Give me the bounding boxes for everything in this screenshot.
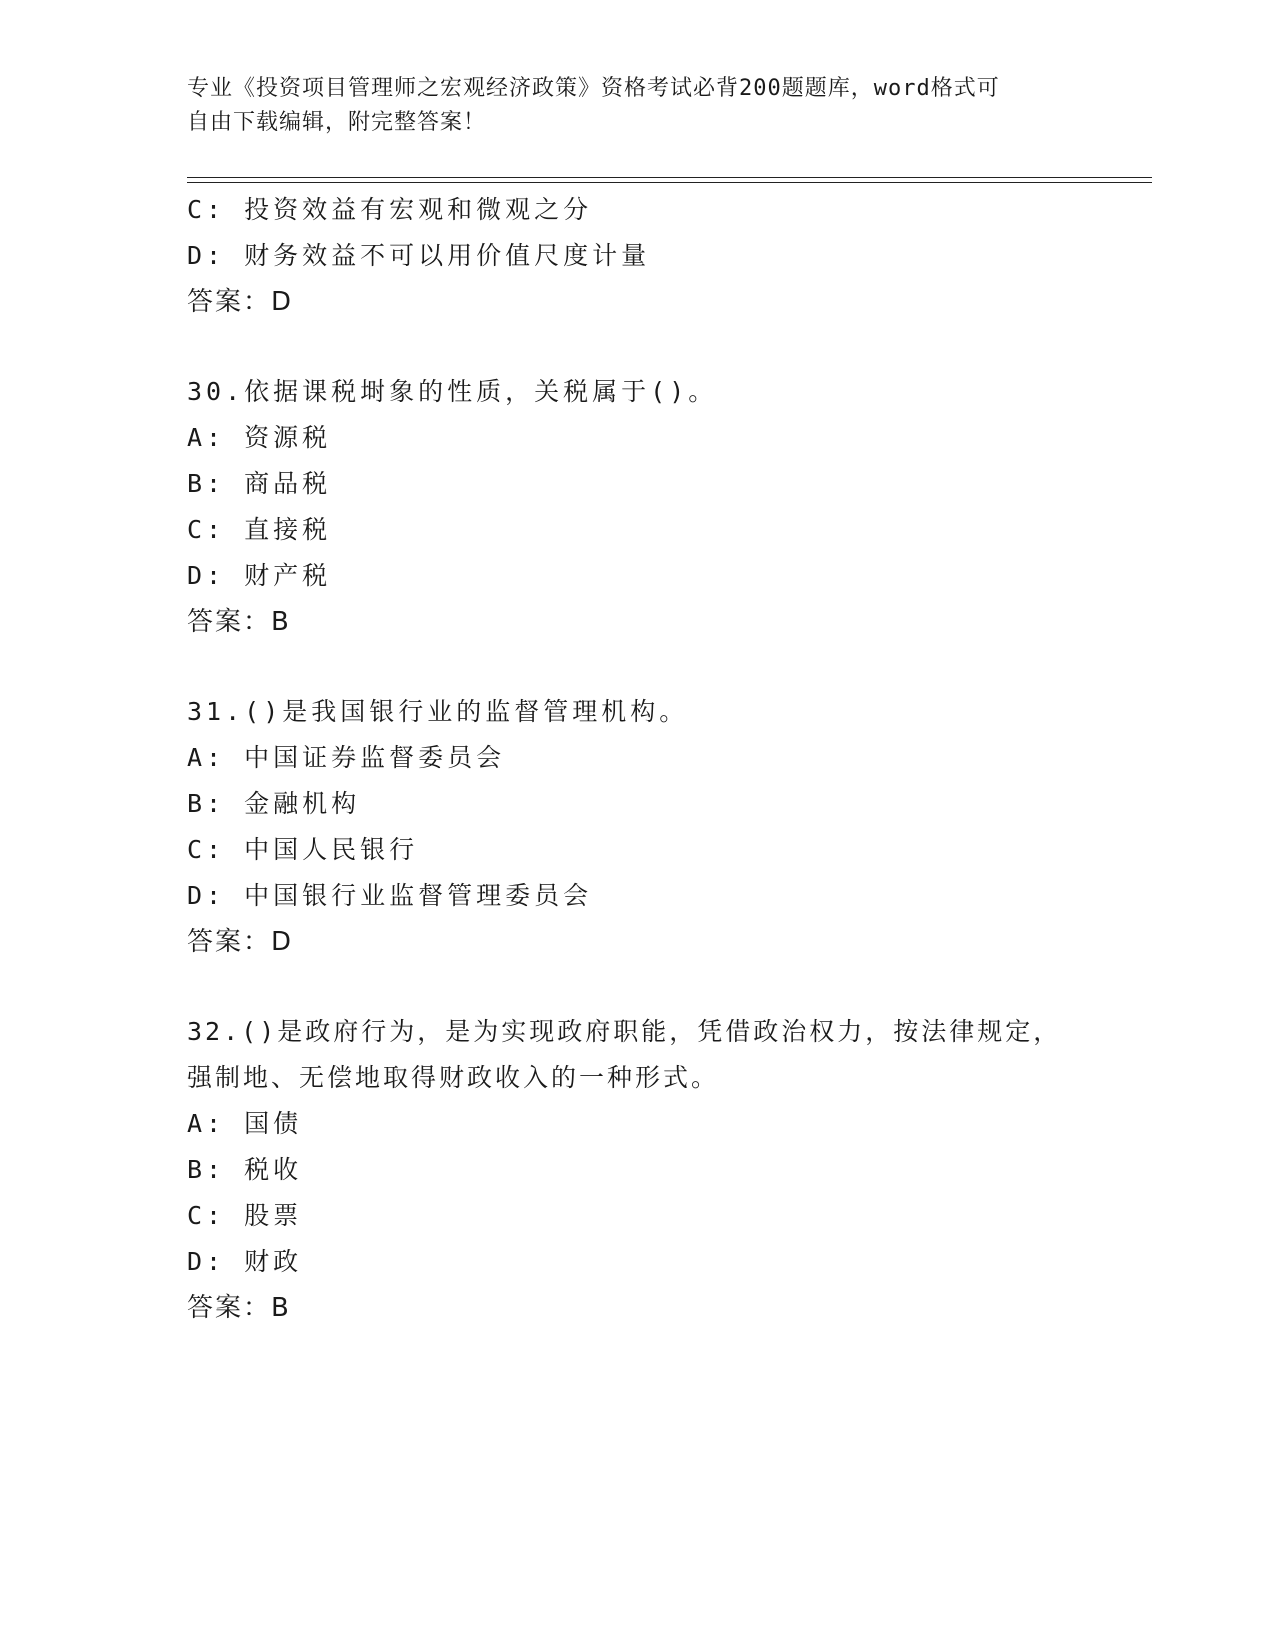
- question-stem: 30.依据课税埘象的性质，关税属于()。: [187, 377, 718, 406]
- spacer: [187, 645, 1087, 689]
- header-line-2: 自由下载编辑，附完整答案！: [187, 110, 487, 135]
- answer: 答案：D: [187, 927, 294, 957]
- option-b: B: 税收: [187, 1155, 303, 1184]
- answer: 答案：B: [187, 1293, 291, 1323]
- option-c: C: 直接税: [187, 515, 332, 544]
- question-list: [187, 187, 1087, 1331]
- question-32: [187, 1009, 1087, 1331]
- question-30: [187, 369, 1087, 645]
- option-d: D: 财产税: [187, 561, 332, 590]
- header-line-1: 专业《投资项目管理师之宏观经济政策》资格考试必背200题题库，word格式可: [187, 76, 1000, 101]
- option-c: C: 中国人民银行: [187, 835, 419, 864]
- option-c: C: 股票: [187, 1201, 303, 1230]
- option-d: D: 财政: [187, 1247, 303, 1276]
- question-stem-line-2: 强制地、无偿地取得财政收入的一种形式。: [187, 1063, 720, 1092]
- question-31: [187, 689, 1087, 965]
- header-divider: [187, 177, 1152, 183]
- answer: 答案：B: [187, 607, 291, 637]
- answer: 答案：D: [187, 287, 294, 317]
- option-a: A: 中国证券监督委员会: [187, 743, 506, 772]
- option-a: A: 国债: [187, 1109, 303, 1138]
- option-b: B: 金融机构: [187, 789, 361, 818]
- spacer: [187, 965, 1087, 1009]
- document-header: [187, 72, 1067, 140]
- question-29-continued: [187, 187, 1087, 325]
- option-c: C: 投资效益有宏观和微观之分: [187, 195, 593, 224]
- spacer: [187, 325, 1087, 369]
- option-d: D: 中国银行业监督管理委员会: [187, 881, 593, 910]
- option-b: B: 商品税: [187, 469, 332, 498]
- option-a: A: 资源税: [187, 423, 332, 452]
- option-d: D: 财务效益不可以用价值尺度计量: [187, 241, 651, 270]
- question-stem: 31.()是我国银行业的监督管理机构。: [187, 697, 689, 726]
- question-stem-line-1: 32.()是政府行为，是为实现政府职能，凭借政治权力，按法律规定，: [187, 1017, 1062, 1046]
